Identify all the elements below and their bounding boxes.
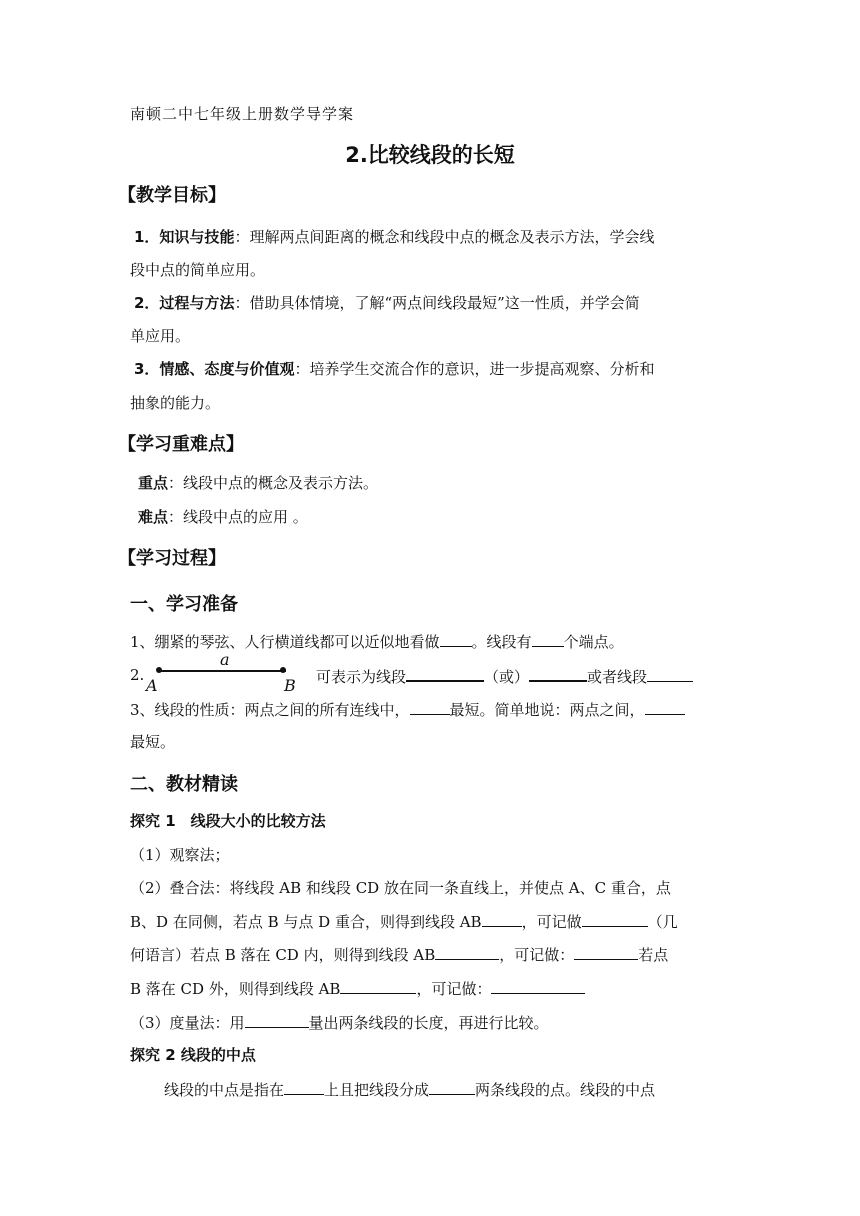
explore-2-title: 探究 2 线段的中点 [130,1046,256,1064]
midpoint-text-a: 线段的中点是指在 [164,1081,285,1099]
page-title: 2.比较线段的长短 [345,143,515,167]
goal-1-label: 1．知识与技能 [134,228,235,246]
segment-ab-figure [146,650,296,696]
overlap-l2-c: （几 [647,913,678,931]
method-measure [130,1013,549,1032]
explore-1-title: 探究 1 线段大小的比较方法 [130,812,326,830]
overlap-l3-a: 何语言）若点 B 落在 CD 内，则得到线段 AB [130,946,436,964]
q2-blank-2[interactable] [529,666,587,682]
overlap-l3-c: 若点 [638,946,669,964]
overlap-l2-a: B、D 在同侧，若点 B 与点 D 重合，则得到线段 AB [130,913,482,931]
goal-1-text-1: ：理解两点间距离的概念和线段中点的概念及表示方法，学会线 [234,228,655,246]
midpoint-blank-2[interactable] [429,1080,475,1095]
point-label-a: A [146,676,158,695]
segment-line [158,670,286,672]
overlap-blank-2[interactable] [582,912,648,927]
goal-1-line-1 [134,228,654,246]
section-goals: 【教学目标】 [118,185,226,206]
prep-question-2 [316,666,693,686]
overlap-l3-b: ，可记做： [499,946,575,964]
section-reading: 二、教材精读 [130,774,238,795]
goal-3-line-1 [134,360,654,378]
q3-text-c: 最短。 [130,733,176,751]
measure-text-a: （3）度量法：用 [130,1014,245,1032]
point-label-b: B [284,676,296,695]
difficulty-label: 难点 [138,508,169,526]
q3-text-b: 最短。简单地说：两点之间， [449,701,645,719]
document-header: 南顿二中七年级上册数学导学案 [130,105,355,123]
goal-1-text-2: 段中点的简单应用。 [130,261,266,279]
q3-text-a: 3、线段的性质：两点之间的所有连线中， [130,701,410,719]
goal-2-line-1 [134,294,640,312]
q3-blank-2[interactable] [645,700,685,715]
segment-label-a: a [220,650,230,669]
focus-label: 重点 [138,474,169,492]
midpoint-definition [164,1080,655,1099]
q2-number: 2. [130,666,145,684]
midpoint-text-c: 两条线段的点。线段的中点 [475,1081,656,1099]
overlap-l4-a: B 落在 CD 外，则得到线段 AB [130,980,341,998]
q1-blank-1[interactable] [440,632,472,647]
overlap-blank-4[interactable] [574,945,638,960]
goal-2-text-1: ：借助具体情境，了解“两点间线段最短”这一性质，并学会简 [234,294,640,312]
q2-blank-1[interactable] [406,666,484,682]
point-a-dot [156,667,162,673]
method-overlap-line-3 [130,945,668,964]
goal-2-label: 2．过程与方法 [134,294,235,312]
q1-text-c: 个端点。 [563,633,624,651]
overlap-l4-b: ，可记做： [416,980,492,998]
focus-text: ：线段中点的概念及表示方法。 [168,474,379,492]
q2-text-b: （或） [484,668,530,686]
q1-blank-2[interactable] [532,632,564,647]
overlap-l2-b: ，可记做 [521,913,582,931]
midpoint-text-b: 上且把线段分成 [324,1081,430,1099]
method-overlap-line-2 [130,912,678,931]
point-b-dot [280,667,286,673]
section-key-points: 【学习重难点】 [118,434,244,455]
q1-text-a: 1、绷紧的琴弦、人行横道线都可以近似地看做 [130,633,440,651]
prep-question-3 [130,700,685,719]
method-overlap-line-1: （2）叠合法：将线段 AB 和线段 CD 放在同一条直线上，并使点 A、C 重合，点 [130,879,671,897]
difficulty-text: ：线段中点的应用 。 [168,508,308,526]
prep-question-1 [130,632,624,651]
method-overlap-line-4 [130,979,585,998]
goal-3-text-2: 抽象的能力。 [130,394,221,412]
key-focus [138,474,378,492]
goal-3-label: 3．情感、态度与价值观 [134,360,295,378]
midpoint-blank-1[interactable] [284,1080,324,1095]
goal-2-text-2: 单应用。 [130,327,191,345]
q1-text-b: 。线段有 [471,633,532,651]
overlap-blank-3[interactable] [435,945,499,960]
method-observe: （1）观察法； [130,846,230,864]
section-preparation: 一、学习准备 [130,594,238,615]
measure-text-b: 量出两条线段的长度，再进行比较。 [308,1014,549,1032]
measure-blank[interactable] [245,1013,309,1028]
q2-text-a: 可表示为线段 [316,668,407,686]
overlap-blank-1[interactable] [482,912,522,927]
overlap-blank-5[interactable] [340,979,416,994]
q3-blank-1[interactable] [410,700,450,715]
key-difficulty [138,508,308,526]
goal-3-text-1: ：培养学生交流合作的意识，进一步提高观察、分析和 [294,360,655,378]
q2-text-c: 或者线段 [587,668,648,686]
overlap-blank-6[interactable] [491,979,585,994]
q2-blank-3[interactable] [647,667,693,682]
section-process: 【学习过程】 [118,548,226,569]
